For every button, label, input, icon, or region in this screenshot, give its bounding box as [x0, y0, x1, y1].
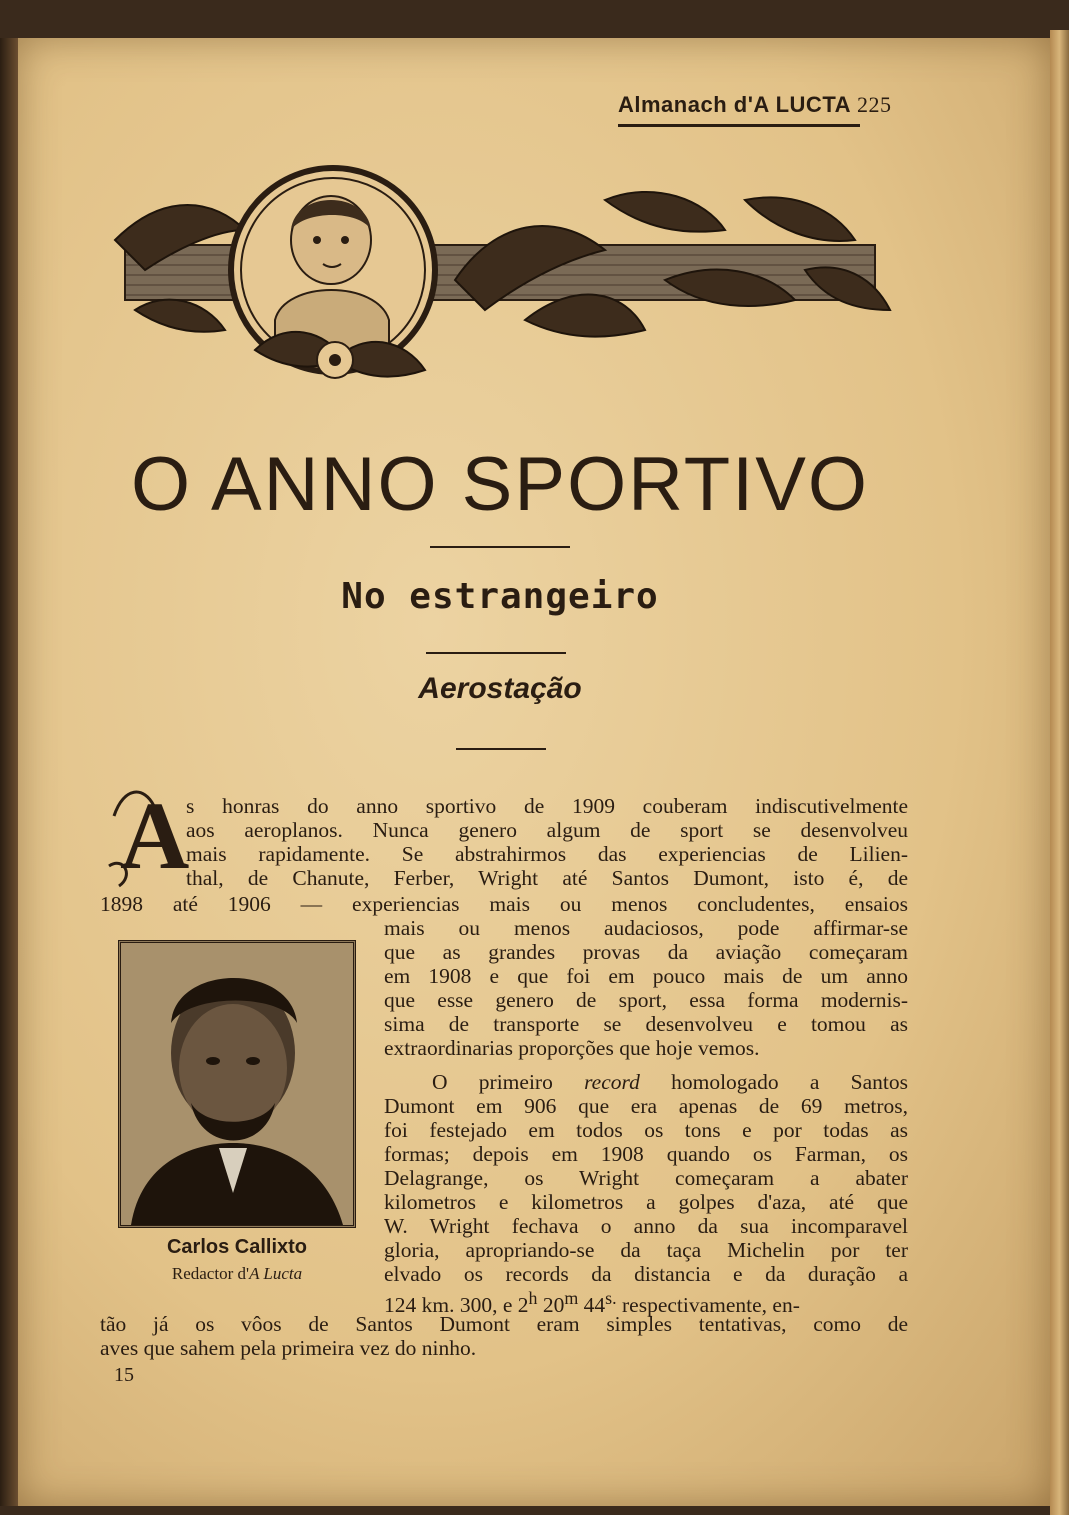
para1-line-4: thal, de Chanute, Ferber, Wright até Santos Dumont, isto é, de: [186, 866, 908, 890]
para2-line-8: gloria, apropriando-se da taça Michelin por ter: [384, 1238, 908, 1262]
portrait-photo-icon: [121, 943, 353, 1225]
para2-line-5: Delagrange, os Wright começaram a abater: [384, 1166, 908, 1190]
para2-end: homologado a Santos: [671, 1070, 908, 1094]
para2-line-4: formas; depois em 1908 quando os Farman, os: [384, 1142, 908, 1166]
subtitle: No estrangeiro: [341, 576, 659, 617]
dropcap-letter: A: [120, 782, 190, 889]
para1-line-11: extraordinarias proporções que hoje vemos.: [384, 1036, 760, 1060]
para2-start: O primeiro: [432, 1070, 553, 1094]
para2-line-6: kilometros e kilometros a golpes d'aza, até que: [384, 1190, 908, 1214]
para1-line-1: s honras do anno sportivo de 1909 couberam indiscutivelmente: [186, 794, 908, 818]
book-spine: [0, 38, 18, 1506]
signature-mark: 15: [114, 1364, 134, 1386]
title-rule: [430, 546, 570, 548]
header-rule: [618, 124, 860, 127]
para1-line-9: que esse genero de sport, essa forma modernis-: [384, 988, 908, 1012]
photo-caption-name: Carlos Callixto: [166, 1236, 308, 1258]
running-header: [618, 92, 908, 118]
para2-italic-record: record: [584, 1070, 640, 1094]
page-number: 225: [857, 92, 892, 117]
para2-line-9: elvado os records da distancia e da duração a: [384, 1262, 908, 1286]
para1-line-2: aos aeroplanos. Nunca genero algum de sport se desenvolveu: [186, 818, 908, 842]
para1-line-5: 1898 até 1906 — experiencias mais ou menos concludentes, ensaios: [100, 892, 908, 916]
section-heading: Aerostação: [418, 672, 582, 705]
para1-line-3: mais rapidamente. Se abstrahirmos das experiencias de Lilien-: [186, 842, 908, 866]
dropcap-ornament-icon: [104, 776, 190, 892]
page-edge: [1050, 30, 1069, 1515]
dropcap: [104, 776, 190, 892]
para1-line-10: sima de transporte se desenvolveu e tomou as: [384, 1012, 908, 1036]
para2-line-2: Dumont em 906 que era apenas de 69 metros,: [384, 1094, 908, 1118]
floral-vignette-icon: [105, 160, 895, 420]
para2-line-1: [432, 1070, 908, 1094]
para2-line-12: aves que sahem pela primeira vez do ninho.: [100, 1336, 477, 1360]
main-title: O ANNO SPORTIVO: [130, 442, 870, 527]
section-rule: [456, 748, 546, 750]
running-title: Almanach d'A LUCTA: [618, 92, 852, 117]
para1-line-8: em 1908 e que foi em pouco mais de um anno: [384, 964, 908, 988]
photo-caption-role: Redactor d'A Lucta: [171, 1264, 303, 1283]
para2-line-11: tão já os vôos de Santos Dumont eram simples tentativas, como de: [100, 1312, 908, 1336]
para2-line-7: W. Wright fechava o anno da sua incomparavel: [384, 1214, 908, 1238]
subtitle-rule: [426, 652, 566, 654]
para1-line-6: mais ou menos audaciosos, pode affirmar-se: [384, 916, 908, 940]
para2-line-10: 124 km. 300, e 2$^h$ 20$^m$ $44^{s.}$ respectivamente, en-: [384, 1288, 800, 1318]
para2-line-3: foi festejado em todos os tons e por todas as: [384, 1118, 908, 1142]
portrait-photo: [118, 940, 356, 1228]
para1-line-7: que as grandes provas da aviação começaram: [384, 940, 908, 964]
